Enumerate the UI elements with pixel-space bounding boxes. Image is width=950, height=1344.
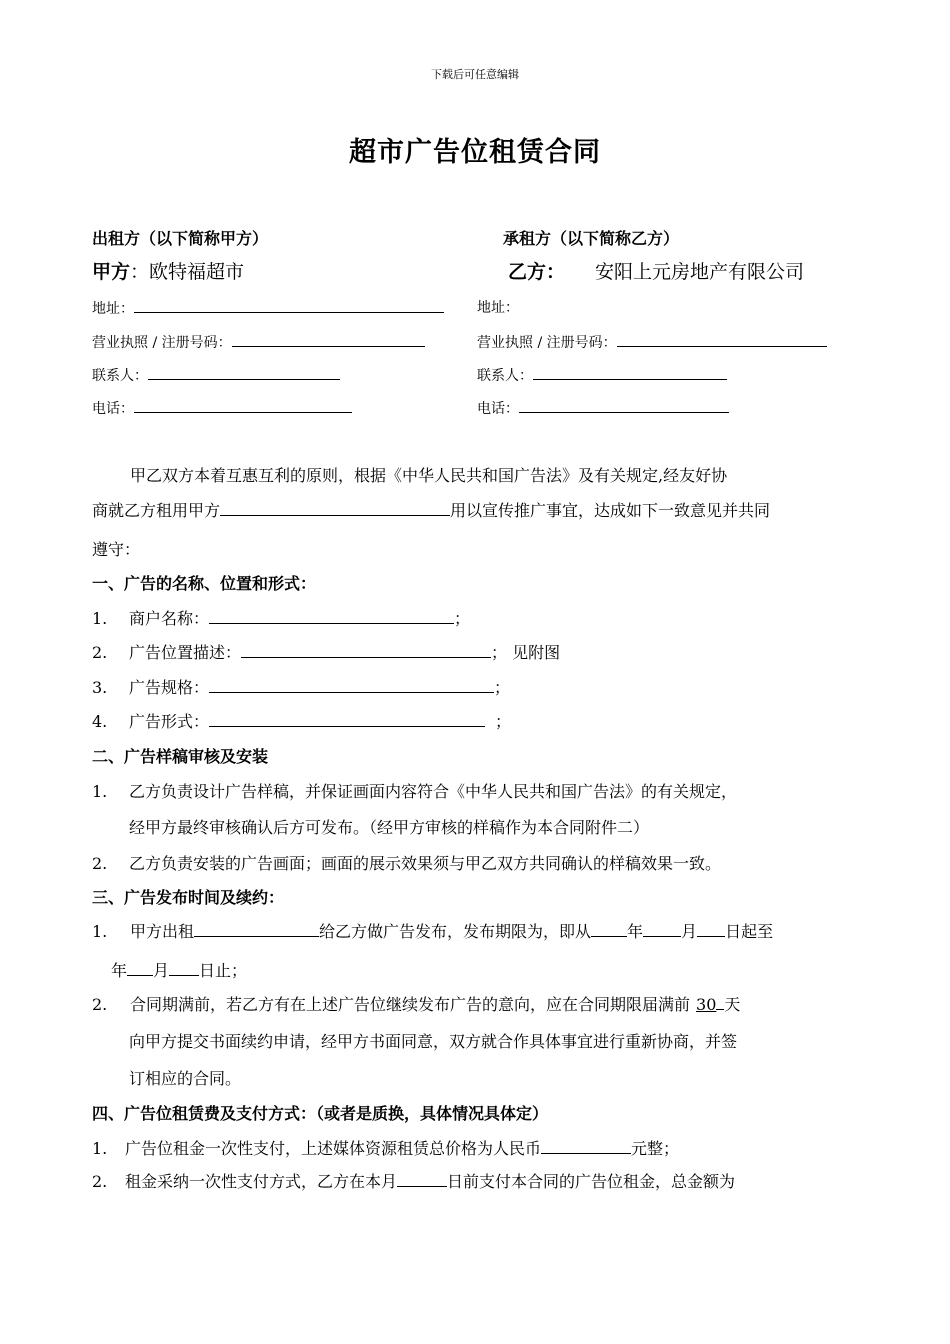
header-note: 下载后可任意编辑 xyxy=(431,68,519,81)
end-month-prefix-blank[interactable] xyxy=(127,959,153,976)
item-number: 2. xyxy=(92,995,108,1014)
item-suffix: ； 见附图 xyxy=(491,643,561,662)
total-price-blank[interactable] xyxy=(541,1137,631,1154)
section2-item-1-line-2: 经甲方最终审核确认后方可发布。（经甲方审核的样稿作为本合同附件二） xyxy=(129,818,650,837)
section2-heading: 二、广告样稿审核及安装 xyxy=(92,747,269,766)
rented-space-blank[interactable] xyxy=(194,920,319,937)
section3-item-2 xyxy=(92,992,740,1015)
item-text: 合同期满前，若乙方有在上述广告位继续发布广告的意向，应在合同期限届满前 xyxy=(130,995,691,1014)
item-text: 租金采纳一次性支付方式，乙方在本月 xyxy=(125,1172,398,1191)
item-suffix: ； xyxy=(454,609,471,628)
lessor-contact-row xyxy=(92,364,340,385)
item-label: 广告形式： xyxy=(129,712,210,731)
item-number: 1. xyxy=(92,922,108,941)
start-day-blank[interactable] xyxy=(697,920,725,937)
lessor-contact-blank[interactable] xyxy=(148,364,340,380)
section3-item-2-line-2: 向甲方提交书面续约申请，经甲方书面同意，双方就合作具体事宜进行重新协商，并签 xyxy=(129,1032,738,1051)
item-text: 年 xyxy=(111,961,128,980)
lessee-address-label: 地址： xyxy=(477,300,519,316)
lessor-phone-row xyxy=(92,397,352,418)
lessor-phone-blank[interactable] xyxy=(134,397,352,413)
lessor-contact-label: 联系人： xyxy=(92,368,148,384)
lessee-heading: 承租方（以下简称乙方） xyxy=(503,229,680,248)
item-number: 2. xyxy=(92,1172,108,1191)
intro-line-2 xyxy=(92,498,770,521)
section4-item-2 xyxy=(92,1169,735,1192)
lessor-address-blank[interactable] xyxy=(134,297,444,313)
item-text: 给乙方做广告发布，发布期限为，即从 xyxy=(319,922,592,941)
section1-item-4 xyxy=(92,709,511,732)
lessor-address-row xyxy=(92,297,444,318)
lessor-address-label: 地址： xyxy=(92,301,134,317)
item-text: 日起至 xyxy=(725,922,774,941)
lessee-name-colon: ： xyxy=(546,261,566,283)
section3-heading: 三、广告发布时间及续约： xyxy=(92,888,285,907)
lessor-name-value: ：欧特福超市 xyxy=(130,261,245,283)
item-number: 1. xyxy=(92,1139,108,1158)
section4-heading: 四、广告位租赁费及支付方式：（或者是质换，具体情况具体定） xyxy=(92,1104,549,1123)
section3-item-1-line-2 xyxy=(111,958,247,981)
section3-item-1 xyxy=(92,919,773,942)
item-label: 广告规格： xyxy=(129,678,210,697)
renewal-days: 30 xyxy=(696,995,717,1014)
item-text: 天 xyxy=(724,995,741,1014)
lessee-license-label: 营业执照 / 注册号码： xyxy=(477,335,617,351)
item-text: 日止； xyxy=(199,961,248,980)
lessee-name-value: 安阳上元房地产有限公司 xyxy=(595,261,805,283)
start-year-blank[interactable] xyxy=(591,920,627,937)
lessee-phone-row xyxy=(477,397,729,418)
lessor-license-blank[interactable] xyxy=(232,331,425,347)
lessee-contact-label: 联系人： xyxy=(477,368,533,384)
item-text: 甲方出租 xyxy=(130,922,195,941)
lessee-phone-label: 电话： xyxy=(477,401,519,417)
lessor-license-row xyxy=(92,331,425,352)
section2-item-2 xyxy=(92,851,721,874)
item-number: 1. xyxy=(92,609,108,628)
lessee-license-row xyxy=(477,331,827,352)
item-number: 4. xyxy=(92,712,108,731)
item-number: 3. xyxy=(92,678,108,697)
payment-day-blank[interactable] xyxy=(397,1170,447,1187)
item-text: 月 xyxy=(153,961,170,980)
section1-heading: 一、广告的名称、位置和形式： xyxy=(92,574,317,593)
intro-line-1: 甲乙双方本着互惠互利的原则，根据《中华人民共和国广告法》及有关规定,经友好协 xyxy=(130,466,728,485)
item-label: 商户名称： xyxy=(129,609,210,628)
lessee-phone-blank[interactable] xyxy=(519,397,729,413)
lessee-name-label: 乙方 xyxy=(508,261,547,283)
lessee-contact-blank[interactable] xyxy=(533,364,727,380)
item-number: 2. xyxy=(92,854,108,873)
intro-line-2b: 用以宣传推广事宜，达成如下一致意见并共同 xyxy=(450,501,771,520)
lessor-license-label: 营业执照 / 注册号码： xyxy=(92,335,232,351)
end-day-blank[interactable] xyxy=(169,959,199,976)
item-text: 月 xyxy=(681,922,698,941)
item-text: 元整； xyxy=(631,1139,680,1158)
page-title: 超市广告位租赁合同 xyxy=(349,137,601,168)
lessor-name xyxy=(92,257,244,284)
item-number: 2. xyxy=(92,643,108,662)
lessee-address-row xyxy=(477,297,519,317)
item-text: 乙方负责设计广告样稿，并保证画面内容符合《中华人民共和国广告法》的有关规定， xyxy=(129,782,738,801)
lessor-phone-label: 电话： xyxy=(92,401,134,417)
section3-item-2-line-3: 订相应的合同。 xyxy=(129,1069,242,1088)
section1-item-1 xyxy=(92,606,470,629)
item-number: 1. xyxy=(92,782,108,801)
item-text: 年 xyxy=(627,922,644,941)
section4-item-1 xyxy=(92,1136,679,1159)
ad-location-blank[interactable] xyxy=(241,641,491,658)
lessee-contact-row xyxy=(477,364,727,385)
lessee-name xyxy=(508,257,804,284)
intro-line-3: 遵守： xyxy=(92,540,141,559)
start-month-blank[interactable] xyxy=(643,920,681,937)
lessor-name-label: 甲方 xyxy=(92,261,131,283)
item-suffix: ； xyxy=(495,712,512,731)
intro-line-2a: 商就乙方租用甲方 xyxy=(92,501,221,520)
item-text: 广告位租金一次性支付，上述媒体资源租赁总价格为人民币 xyxy=(125,1139,542,1158)
ad-form-blank[interactable] xyxy=(209,710,485,727)
intro-venue-blank[interactable] xyxy=(220,499,450,516)
item-label: 广告位置描述： xyxy=(129,643,242,662)
lessee-license-blank[interactable] xyxy=(617,331,827,347)
section2-item-1 xyxy=(92,779,737,802)
section1-item-2 xyxy=(92,640,560,663)
item-text: 日前支付本合同的广告位租金，总金额为 xyxy=(447,1172,736,1191)
item-text: 乙方负责安装的广告画面；画面的展示效果须与甲乙双方共同确认的样稿效果一致。 xyxy=(129,854,722,873)
merchant-name-blank[interactable] xyxy=(209,607,454,624)
item-suffix: ； xyxy=(494,678,511,697)
ad-spec-blank[interactable] xyxy=(209,676,494,693)
section1-item-3 xyxy=(92,675,510,698)
lessor-heading: 出租方（以下简称甲方） xyxy=(92,229,269,248)
